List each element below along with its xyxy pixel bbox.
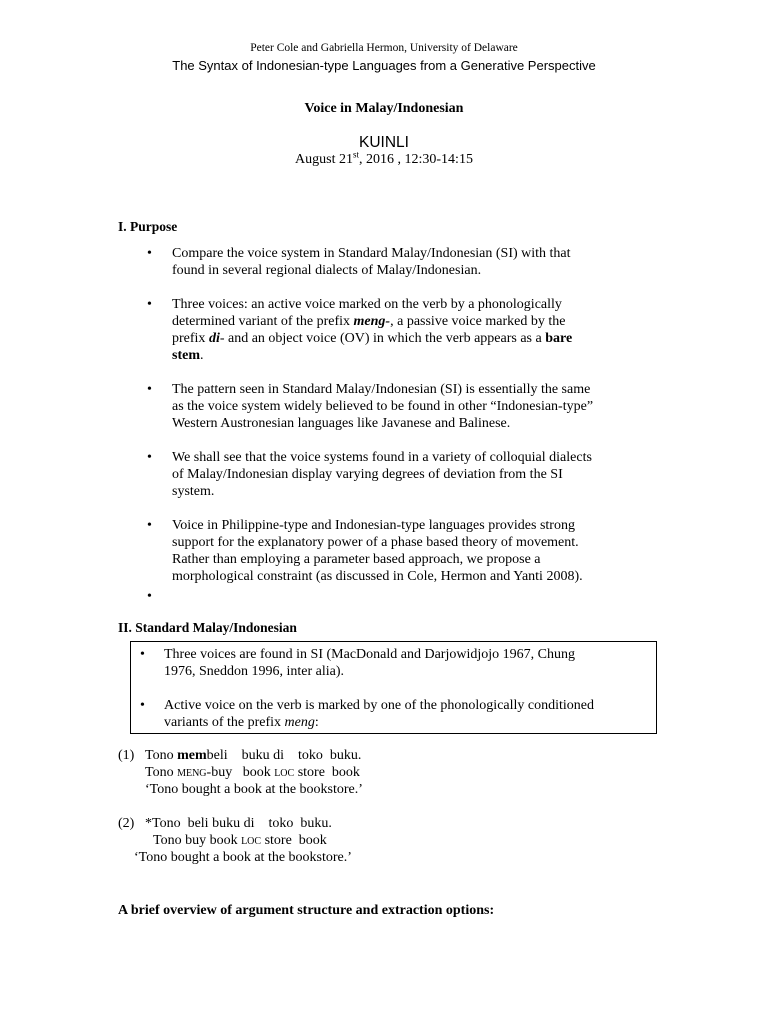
text-span: Tono buy book bbox=[153, 833, 242, 848]
bullet-marker: • bbox=[147, 518, 152, 533]
text-span: , a passive voice marked by the bbox=[390, 314, 566, 329]
purpose-bullet-1 bbox=[172, 245, 652, 279]
text-line: Voice in Philippine-type and Indonesian-type languages provides strong bbox=[172, 518, 575, 533]
term-bare: bare bbox=[545, 331, 573, 346]
date-suffix: st bbox=[352, 149, 359, 160]
text-line: Active voice on the verb is marked by one of the phonologically conditioned bbox=[164, 698, 594, 713]
text-line: Compare the voice system in Standard Malay/Indonesian (SI) with that bbox=[172, 246, 571, 261]
text-line: The pattern seen in Standard Malay/Indonesian (SI) is essentially the same bbox=[172, 382, 591, 397]
gloss-loc: loc bbox=[241, 833, 262, 848]
text-span: Tono bbox=[145, 748, 178, 763]
gloss-meng: meng bbox=[177, 765, 207, 780]
purpose-bullet-3 bbox=[172, 381, 652, 432]
text-span: -buy book bbox=[206, 765, 275, 780]
text-span: variants of the prefix bbox=[164, 715, 285, 730]
course-title: The Syntax of Indonesian-type Languages from a Generative Perspective bbox=[172, 58, 596, 73]
bullet-marker: • bbox=[140, 698, 145, 713]
empty-bullet-marker: • bbox=[147, 589, 152, 604]
text-span: prefix bbox=[172, 331, 209, 346]
example-2-source: *Tono beli buku di toko buku. bbox=[145, 816, 332, 831]
text-line bbox=[172, 313, 652, 330]
example-2-translation: ‘Tono bought a book at the bookstore.’ bbox=[134, 850, 352, 865]
prefix-meng: meng- bbox=[353, 314, 391, 329]
text-line: system. bbox=[172, 484, 215, 499]
text-line: 1976, Sneddon 1996, inter alia). bbox=[164, 664, 345, 679]
example-2-gloss bbox=[153, 832, 327, 849]
bullet-marker: • bbox=[147, 382, 152, 397]
box-bullet-1 bbox=[164, 646, 652, 680]
prefix-meng: meng bbox=[284, 715, 315, 730]
purpose-bullet-5 bbox=[172, 517, 652, 585]
date-time: , 2016 , 12:30-14:15 bbox=[359, 152, 473, 167]
section-heading-purpose: I. Purpose bbox=[118, 219, 178, 234]
text-line: morphological constraint (as discussed in Cole, Hermon and Yanti 2008). bbox=[172, 569, 583, 584]
text-line: support for the explanatory power of a phase based theory of movement. bbox=[172, 535, 579, 550]
text-line: found in several regional dialects of Malay/Indonesian. bbox=[172, 263, 482, 278]
lecture-date bbox=[0, 149, 768, 168]
text-span: store book bbox=[294, 765, 360, 780]
lecture-title: Voice in Malay/Indonesian bbox=[304, 101, 464, 116]
text-span: - and an object voice (OV) in which the verb appears as a bbox=[219, 331, 546, 346]
text-line bbox=[172, 330, 652, 347]
text-span: . bbox=[200, 348, 204, 363]
text-line: Three voices: an active voice marked on the verb by a phonologically bbox=[172, 297, 562, 312]
authors-line: Peter Cole and Gabriella Hermon, University of Delaware bbox=[250, 42, 518, 54]
text-span: beli buku di toko buku. bbox=[206, 748, 362, 763]
purpose-bullet-2 bbox=[172, 296, 652, 364]
summary-box bbox=[130, 641, 657, 734]
bullet-marker: • bbox=[147, 450, 152, 465]
text-line: of Malay/Indonesian display varying degrees of deviation from the SI bbox=[172, 467, 563, 482]
date-day: August 21 bbox=[295, 152, 353, 167]
prefix-mem: mem bbox=[177, 748, 207, 763]
text-span: Tono bbox=[145, 765, 178, 780]
closing-heading: A brief overview of argument structure and extraction options: bbox=[118, 903, 495, 918]
text-span: : bbox=[314, 715, 319, 730]
venue-name: KUINLI bbox=[359, 134, 409, 151]
example-2-number: (2) bbox=[118, 816, 135, 831]
text-line bbox=[164, 714, 652, 731]
bullet-marker: • bbox=[140, 647, 145, 662]
purpose-bullet-4 bbox=[172, 449, 652, 500]
term-stem: stem bbox=[172, 348, 200, 363]
example-1-number: (1) bbox=[118, 748, 135, 763]
text-span: determined variant of the prefix bbox=[172, 314, 354, 329]
example-1-translation: ‘Tono bought a book at the bookstore.’ bbox=[145, 782, 363, 797]
example-1-source bbox=[145, 747, 361, 764]
text-line: We shall see that the voice systems found in a variety of colloquial dialects bbox=[172, 450, 592, 465]
box-bullet-2 bbox=[164, 697, 652, 731]
gloss-loc: loc bbox=[274, 765, 295, 780]
text-line: as the voice system widely believed to be found in other “Indonesian-type” bbox=[172, 399, 594, 414]
text-span: store book bbox=[261, 833, 327, 848]
section-heading-standard-malay: II. Standard Malay/Indonesian bbox=[118, 620, 297, 635]
text-line: Three voices are found in SI (MacDonald and Darjowidjojo 1967, Chung bbox=[164, 647, 575, 662]
bullet-marker: • bbox=[147, 246, 152, 261]
bullet-marker: • bbox=[147, 297, 152, 312]
text-line: Rather than employing a parameter based approach, we propose a bbox=[172, 552, 541, 567]
example-1-gloss bbox=[145, 764, 360, 781]
text-line bbox=[172, 347, 652, 364]
prefix-di: di bbox=[208, 331, 220, 346]
text-line: Western Austronesian languages like Javanese and Balinese. bbox=[172, 416, 511, 431]
